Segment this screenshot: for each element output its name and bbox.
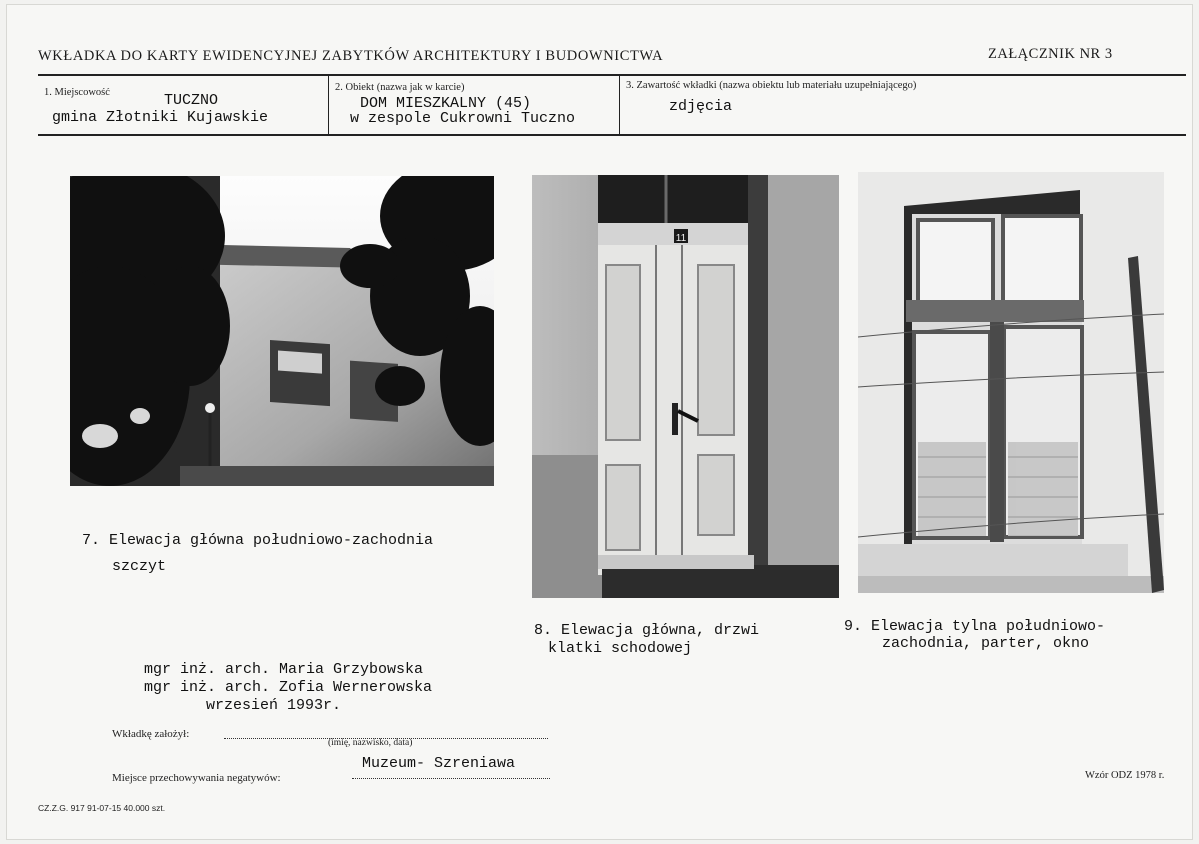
caption-photo-9-line2: zachodnia, parter, okno: [882, 635, 1090, 652]
field-divider-1: [328, 76, 329, 134]
content-value: zdjęcia: [669, 98, 733, 115]
photo-facade-gable: [70, 176, 494, 486]
object-complex-value: w zespole Cukrowni Tuczno: [350, 110, 576, 127]
caption-photo-7-line1: 7. Elewacja główna południowo-zachodnia: [82, 532, 434, 549]
caption-photo-9-line1: 9. Elewacja tylna południowo-: [844, 618, 1106, 635]
header-bottom-rule: [38, 134, 1186, 136]
author-2: mgr inż. arch. Zofia Wernerowska: [144, 679, 433, 696]
print-code: CZ.Z.G. 917 91-07-15 40.000 szt.: [38, 803, 166, 813]
commune-value: gmina Złotniki Kujawskie: [52, 109, 269, 126]
photo-stair-door: [532, 175, 839, 598]
negatives-label: Miejsce przechowywania negatywów:: [112, 772, 281, 784]
photo-ground-window: [858, 172, 1164, 593]
field-divider-2: [619, 76, 620, 134]
author-date: wrzesień 1993r.: [206, 697, 342, 714]
header-top-rule: [38, 74, 1186, 76]
door-number: 11: [675, 233, 687, 244]
content-label: 3. Zawartość wkładki (nazwa obiektu lub materiału uzupełniającego): [626, 80, 917, 91]
caption-photo-7-line2: szczyt: [112, 558, 167, 575]
form-title: WKŁADKA DO KARTY EWIDENCYJNEJ ZABYTKÓW ARCHITEKTURY I BUDOWNICTWA: [38, 48, 664, 64]
caption-photo-8-line1: 8. Elewacja główna, drzwi: [534, 622, 760, 639]
object-label: 2. Obiekt (nazwa jak w karcie): [335, 82, 465, 93]
caption-photo-8-line2: klatki schodowej: [548, 640, 693, 657]
locality-label: 1. Miejscowość: [44, 87, 110, 98]
negatives-value: Muzeum- Szreniawa: [362, 755, 516, 772]
created-by-label: Wkładkę założył:: [112, 728, 190, 740]
locality-value: TUCZNO: [164, 92, 219, 109]
object-value: DOM MIESZKALNY (45): [360, 95, 532, 112]
pattern-code: Wzór ODZ 1978 r.: [1085, 770, 1165, 781]
created-by-hint: (imię, nazwisko, data): [328, 738, 413, 748]
negatives-line: [352, 778, 550, 779]
annex-number: ZAŁĄCZNIK NR 3: [988, 46, 1113, 62]
author-1: mgr inż. arch. Maria Grzybowska: [144, 661, 424, 678]
